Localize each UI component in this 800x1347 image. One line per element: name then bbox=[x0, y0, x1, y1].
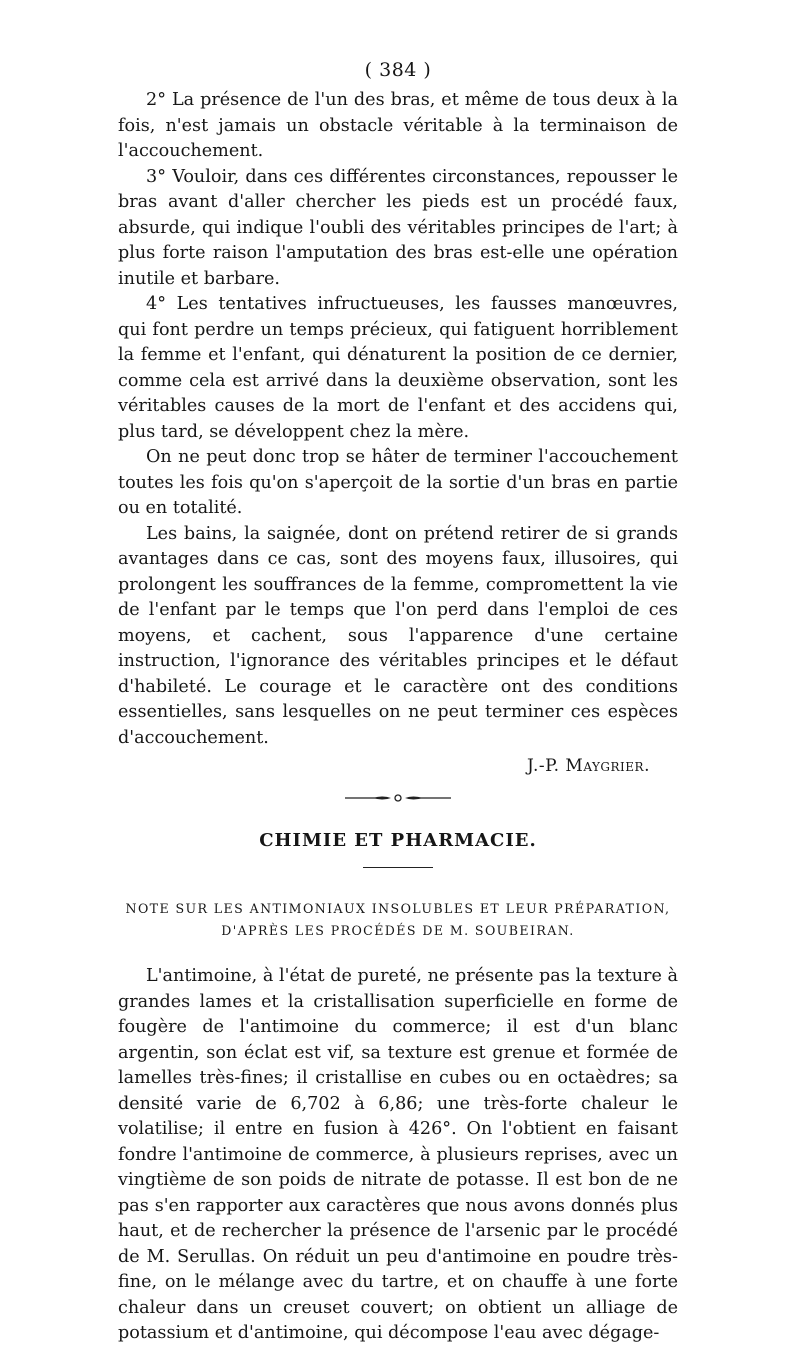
page bbox=[118, 58, 678, 1347]
page-number: ( 384 ) bbox=[364, 59, 432, 81]
paragraph-conclusion-2: 2° La présence de l'un des bras, et même de tous deux à la fois, n'est jamais un obstacle véritable à la terminaison de l'accouchement. bbox=[118, 90, 678, 161]
article-title-line-1: NOTE SUR LES ANTIMONIAUX INSOLUBLES ET LEUR PRÉPARATION, bbox=[125, 901, 671, 916]
article-title bbox=[118, 898, 678, 942]
paragraph-conclusion-3: 3° Vouloir, dans ces différentes circonstances, repousser le bras avant d'aller chercher les pieds est un procédé faux, absurde, qui indique l'oubli des véritables principes de l'art; à plus forte raison l'amputation des bras est-elle une opération inutile et barbare. bbox=[118, 166, 678, 289]
author-signature: J.-P. Maygrier. bbox=[526, 756, 650, 776]
paragraph-conclusion-4: 4° Les tentatives infructueuses, les fausses manœuvres, qui font perdre un temps précieux, qui fatiguent horriblement la femme et l'enfant, qui dénaturent la position de ce dernier, comme cela est arrivé dans la deuxième observation, sont les véritables causes de la mort de l'enfant et des accidens qui, plus tard, se développent chez la mère. bbox=[118, 294, 678, 442]
paragraph-baths: Les bains, la saignée, dont on prétend retirer de si grands avantages dans ce cas, sont des moyens faux, illusoires, qui prolongent les souffrances de la femme, compromettent la vie de l'enfant par le temps que l'on perd dans l'emploi de ces moyens, et cachent, sous l'apparence d'une certaine instruction, l'ignorance des véritables principes et le défaut d'habileté. Le courage et le caractère ont des conditions essentielles, sans lesquelles on ne peut terminer ces espèces d'accouchement. bbox=[118, 523, 678, 748]
paragraph-haste: On ne peut donc trop se hâter de terminer l'accouchement toutes les fois qu'on s'aperçoit de la sortie d'un bras en partie ou en totalité. bbox=[118, 447, 678, 518]
ornament-divider bbox=[343, 793, 453, 803]
section-title: CHIMIE ET PHARMACIE. bbox=[259, 830, 537, 851]
section-rule bbox=[363, 867, 433, 868]
paragraph-antimony: L'antimoine, à l'état de pureté, ne présente pas la texture à grandes lames et la cristallisation superficielle en forme de fougère de l'antimoine du commerce; il est d'un blanc argentin, son éclat est vif, sa texture est grenue et formée de lamelles très-fines; il cristallise en cubes ou en octaèdres; sa densité varie de 6,702 à 6,86; une très-forte chaleur le volatilise; il entre en fusion à 426°. On l'obtient en faisant fondre l'antimoine de commerce, à plusieurs reprises, avec un vingtième de son poids de nitrate de potasse. Il est bon de ne pas s'en rapporter aux caractères que nous avons donnés plus haut, et de rechercher la présence de l'arsenic par le procédé de M. Serullas. On réduit un peu d'antimoine en poudre très-fine, on le mélange avec du tartre, et on chauffe à une forte chaleur dans un creuset couvert; on obtient un alliage de potassium et d'antimoine, qui décompose l'eau avec dégage- bbox=[118, 966, 678, 1343]
article-title-line-2: D'APRÈS LES PROCÉDÉS DE M. SOUBEIRAN. bbox=[221, 923, 575, 938]
